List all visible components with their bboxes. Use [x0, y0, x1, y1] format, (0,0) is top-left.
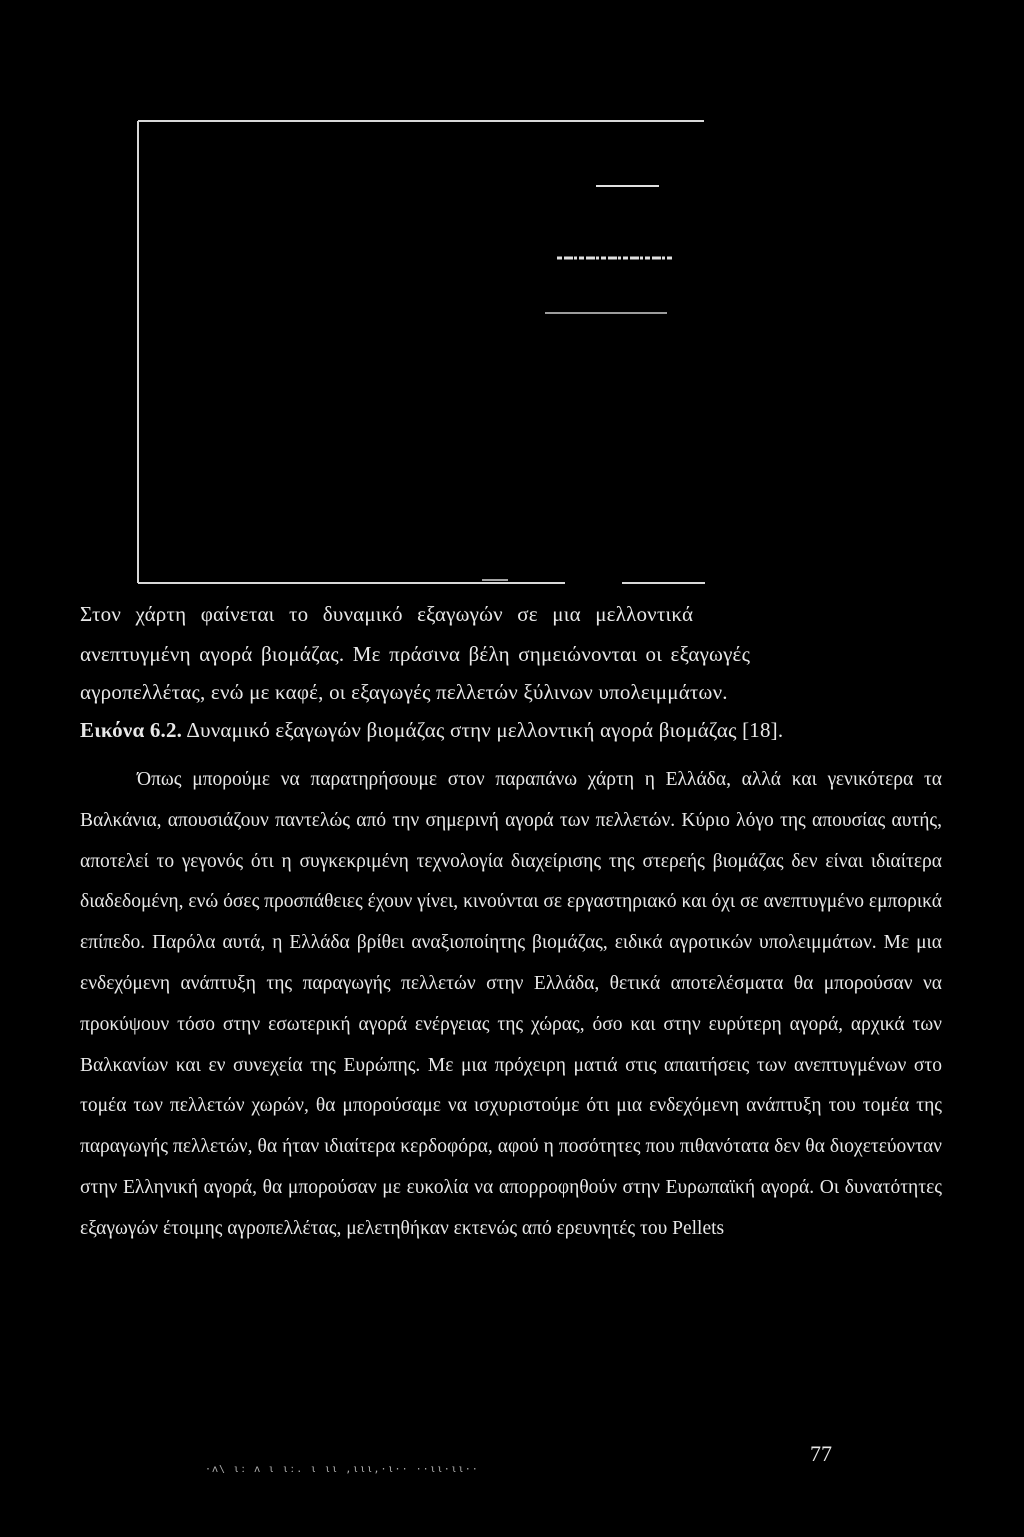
- page-number: 77: [810, 1441, 832, 1466]
- footer-smudge-text: ·ʌ\ ιː ʌ ι ιː. ι ιι ,ιιι,·ι·· ··ιι·ιι··: [205, 1464, 479, 1475]
- figure-title: [80, 718, 942, 743]
- map-frame-lines: [0, 0, 1024, 600]
- body-paragraph: Όπως μπορούμε να παρατηρήσουμε στον παραπάνω χάρτη η Ελλάδα, αλλά και γενικότερα τα Βαλκάνια, απουσιάζουν παντελώς από την σημερινή αγορά των πελλετών. Κύριο λόγο της απουσίας αυτής, αποτελεί το γεγονός ότι η συγκεκριμένη τεχνολογία διαχείρισης της στερεής βιομάζας δεν είναι ιδιαίτερα διαδεδομένη, ενώ όσες προσπάθειες έχουν γίνει, κινούνται σε εργαστηριακό και όχι σε ανεπτυγμένο εμπορικά επίπεδο. Παρόλα αυτά, η Ελλάδα βρίθει αναξιοποίητης βιομάζας, ειδικά αγροτικών υπολειμμάτων. Με μια ενδεχόμενη ανάπτυξη της παραγωγής πελλετών στην Ελλάδα, θετικά αποτελέσματα θα μπορούσαν να προκύψουν τόσο στην εσωτερική αγορά ενέργειας της χώρας, όσο και στην ευρύτερη αγορά, αρχικά των Βαλκανίων και εν συνεχεία της Ευρώπης. Με μια πρόχειρη ματιά στις απαιτήσεις των ανεπτυγμένων στο τομέα των πελλετών χωρών, θα μπορούσαμε να ισχυριστούμε ότι μια ενδεχόμενη ανάπτυξη του τομέα της παραγωγής πελλετών, θα ήταν ιδιαίτερα κερδοφόρα, αφού η ποσότητες που πιθανότατα δεν θα διοχετεύονταν στην Ελληνική αγορά, θα μπορούσαν με ευκολία να απορροφηθούν στην Ευρωπαϊκή αγορά. Οι δυνατότητες εξαγωγών έτοιμης αγροπελλέτας, μελετηθήκαν εκτενώς από ερευνητές του Pellets: [80, 769, 942, 1239]
- figure-title-text: Δυναμικό εξαγωγών βιομάζας στην μελλοντική αγορά βιομάζας [18].: [182, 718, 784, 742]
- figure-caption-line-3: αγροπελλέτας, ενώ με καφέ, οι εξαγωγές πελλετών ξύλινων υπολειμμάτων.: [80, 680, 728, 704]
- figure-label: Εικόνα 6.2.: [80, 718, 183, 742]
- map-figure: [0, 0, 1024, 600]
- figure-caption-line-1: Στον χάρτη φαίνεται το δυναμικό εξαγωγών σε μια μελλοντικά: [80, 602, 694, 626]
- figure-caption-line-2: ανεπτυγμένη αγορά βιομάζας. Με πράσινα βέλη σημειώνονται οι εξαγωγές: [80, 642, 751, 666]
